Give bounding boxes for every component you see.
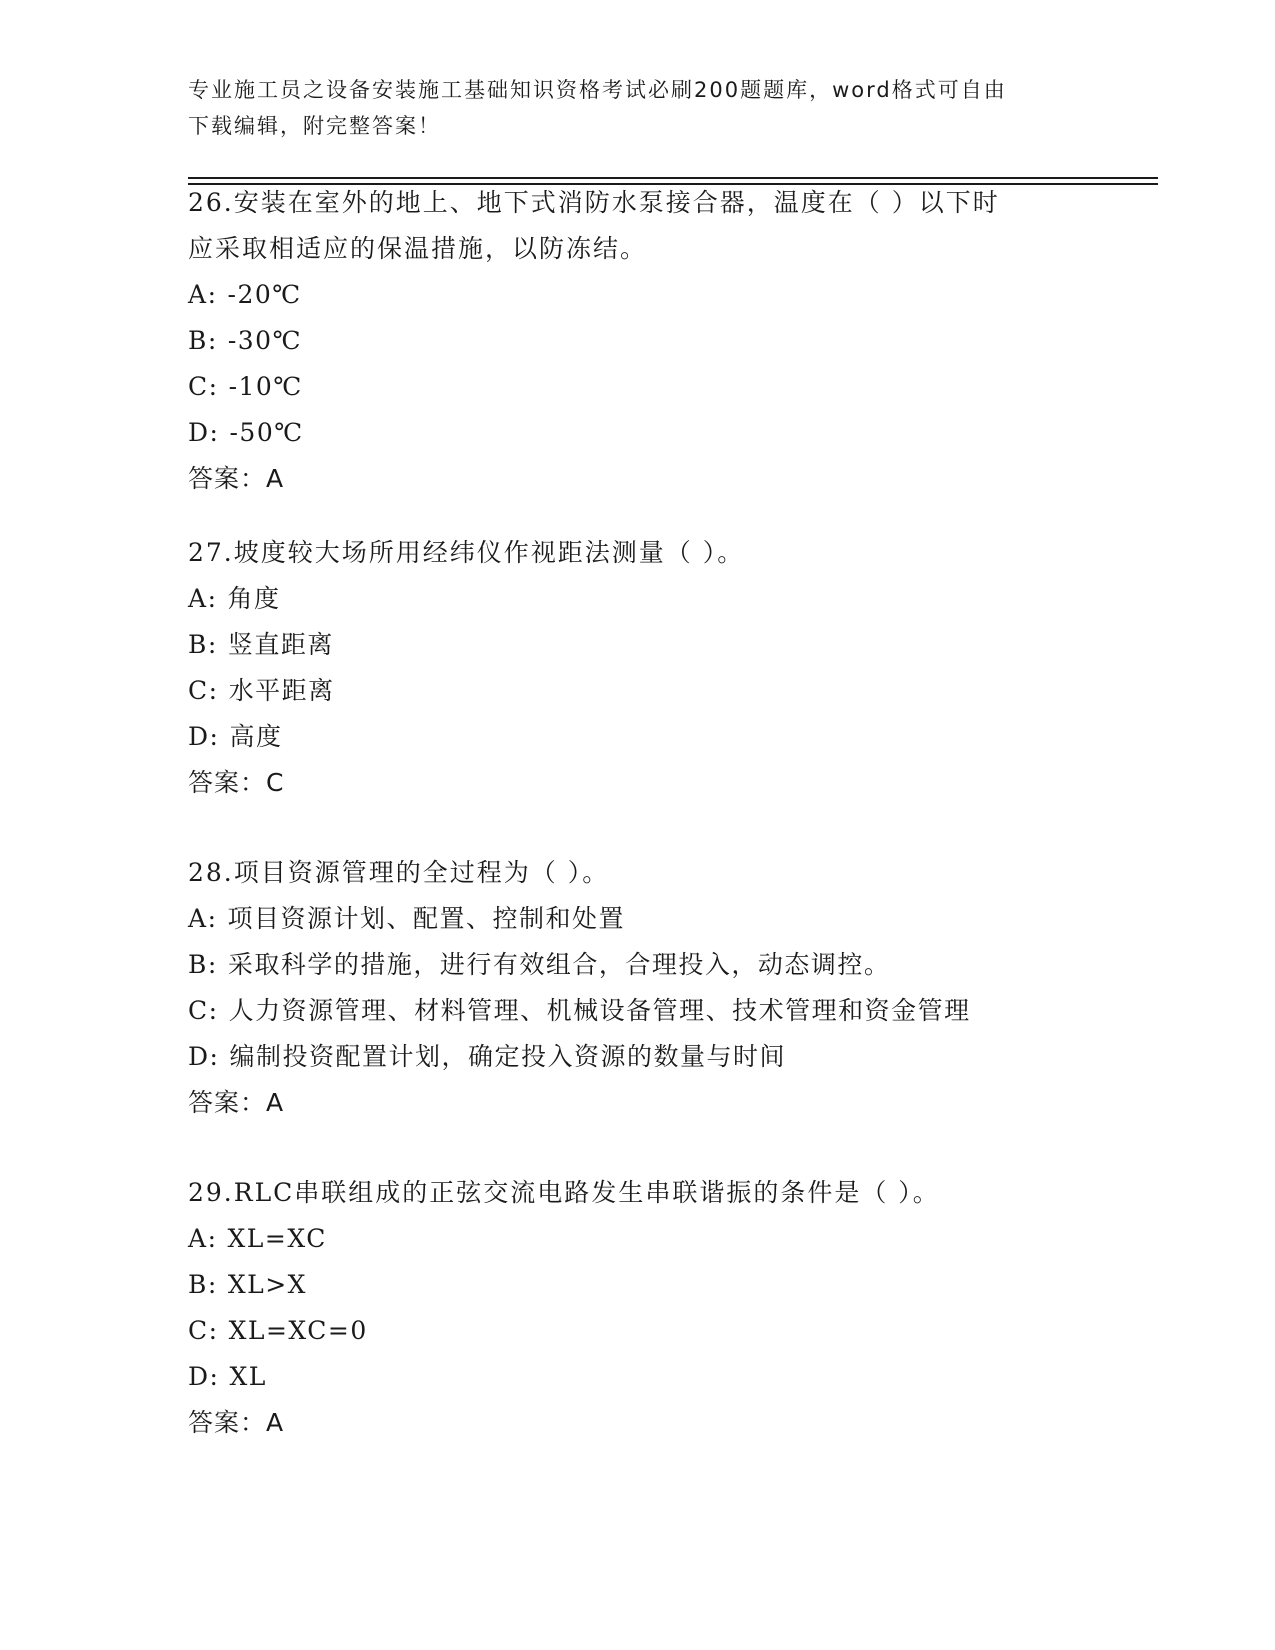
option-letter: B [188, 950, 208, 979]
option-b [188, 1262, 1068, 1308]
option-text: 竖直距离 [227, 630, 334, 659]
option-a [188, 1216, 1068, 1262]
question-text-line: 26.安装在室外的地上、地下式消防水泵接合器，温度在（ ）以下时 [188, 188, 1000, 217]
document-header [188, 72, 1068, 144]
option-separator: : [207, 280, 218, 309]
option-text: XL=XC=0 [228, 1316, 368, 1345]
question-text [188, 180, 1068, 272]
question-text-line: 27.坡度较大场所用经纬仪作视距法测量（ ）。 [188, 538, 745, 567]
question-text-line: 28.项目资源管理的全过程为（ ）。 [188, 858, 610, 887]
option-a [188, 896, 1068, 942]
option-letter: A [188, 280, 208, 309]
option-letter: D [188, 1362, 210, 1391]
header-line-1: 专业施工员之设备安装施工基础知识资格考试必刷200题题库，word格式可自由 [188, 78, 1007, 102]
option-text: XL [229, 1362, 267, 1391]
option-letter: A [188, 584, 208, 613]
option-text: XL=XC [227, 1224, 327, 1253]
option-text: 采取科学的措施，进行有效组合，合理投入，动态调控。 [227, 950, 891, 979]
option-text: 高度 [229, 722, 283, 751]
option-text: 项目资源计划、配置、控制和处置 [227, 904, 626, 933]
option-letter: D [188, 418, 210, 447]
question-26 [188, 180, 1068, 502]
option-text: -10℃ [228, 372, 303, 401]
option-b [188, 942, 1068, 988]
option-separator: : [208, 1316, 219, 1345]
option-letter: B [188, 1270, 208, 1299]
option-c [188, 1308, 1068, 1354]
option-a [188, 576, 1068, 622]
question-text-line: 29.RLC串联组成的正弦交流电路发生串联谐振的条件是（ ）。 [188, 1178, 940, 1207]
option-separator: : [209, 418, 220, 447]
answer-line: 答案：C [188, 768, 285, 797]
option-text: 人力资源管理、材料管理、机械设备管理、技术管理和资金管理 [228, 996, 971, 1025]
header-divider-top [188, 177, 1158, 179]
option-separator: : [207, 630, 218, 659]
answer-line: 答案：A [188, 464, 285, 493]
option-letter: C [188, 996, 209, 1025]
option-separator: : [207, 904, 218, 933]
option-separator: : [208, 372, 219, 401]
question-text [188, 1170, 1068, 1216]
question-text [188, 850, 1068, 896]
answer-line: 答案：A [188, 1408, 285, 1437]
option-separator: : [209, 1042, 220, 1071]
option-separator: : [208, 676, 219, 705]
option-separator: : [208, 996, 219, 1025]
option-d [188, 714, 1068, 760]
option-letter: C [188, 676, 209, 705]
option-d [188, 1034, 1068, 1080]
option-text: XL>X [227, 1270, 307, 1299]
option-letter: D [188, 722, 210, 751]
option-text: -50℃ [229, 418, 304, 447]
option-text: 角度 [227, 584, 281, 613]
question-text [188, 530, 1068, 576]
option-text: 编制投资配置计划，确定投入资源的数量与时间 [229, 1042, 786, 1071]
option-separator: : [207, 1224, 218, 1253]
option-letter: B [188, 326, 208, 355]
question-27 [188, 530, 1068, 806]
option-text: 水平距离 [228, 676, 335, 705]
option-separator: : [209, 1362, 220, 1391]
option-letter: C [188, 372, 209, 401]
question-29 [188, 1170, 1068, 1446]
option-d [188, 410, 1068, 456]
option-letter: D [188, 1042, 210, 1071]
option-letter: C [188, 1316, 209, 1345]
option-text: -30℃ [227, 326, 303, 355]
answer-line: 答案：A [188, 1088, 285, 1117]
option-letter: A [188, 904, 208, 933]
option-d [188, 1354, 1068, 1400]
question-28 [188, 850, 1068, 1126]
option-separator: : [209, 722, 220, 751]
option-letter: B [188, 630, 208, 659]
question-text-line: 应采取相适应的保温措施，以防冻结。 [188, 234, 648, 263]
option-separator: : [207, 326, 218, 355]
option-b [188, 318, 1068, 364]
option-a [188, 272, 1068, 318]
option-b [188, 622, 1068, 668]
option-text: -20℃ [227, 280, 302, 309]
option-separator: : [207, 584, 218, 613]
option-separator: : [207, 950, 218, 979]
option-c [188, 988, 1068, 1034]
option-separator: : [207, 1270, 218, 1299]
option-c [188, 364, 1068, 410]
option-c [188, 668, 1068, 714]
option-letter: A [188, 1224, 208, 1253]
header-line-2: 下载编辑，附完整答案！ [188, 114, 441, 138]
